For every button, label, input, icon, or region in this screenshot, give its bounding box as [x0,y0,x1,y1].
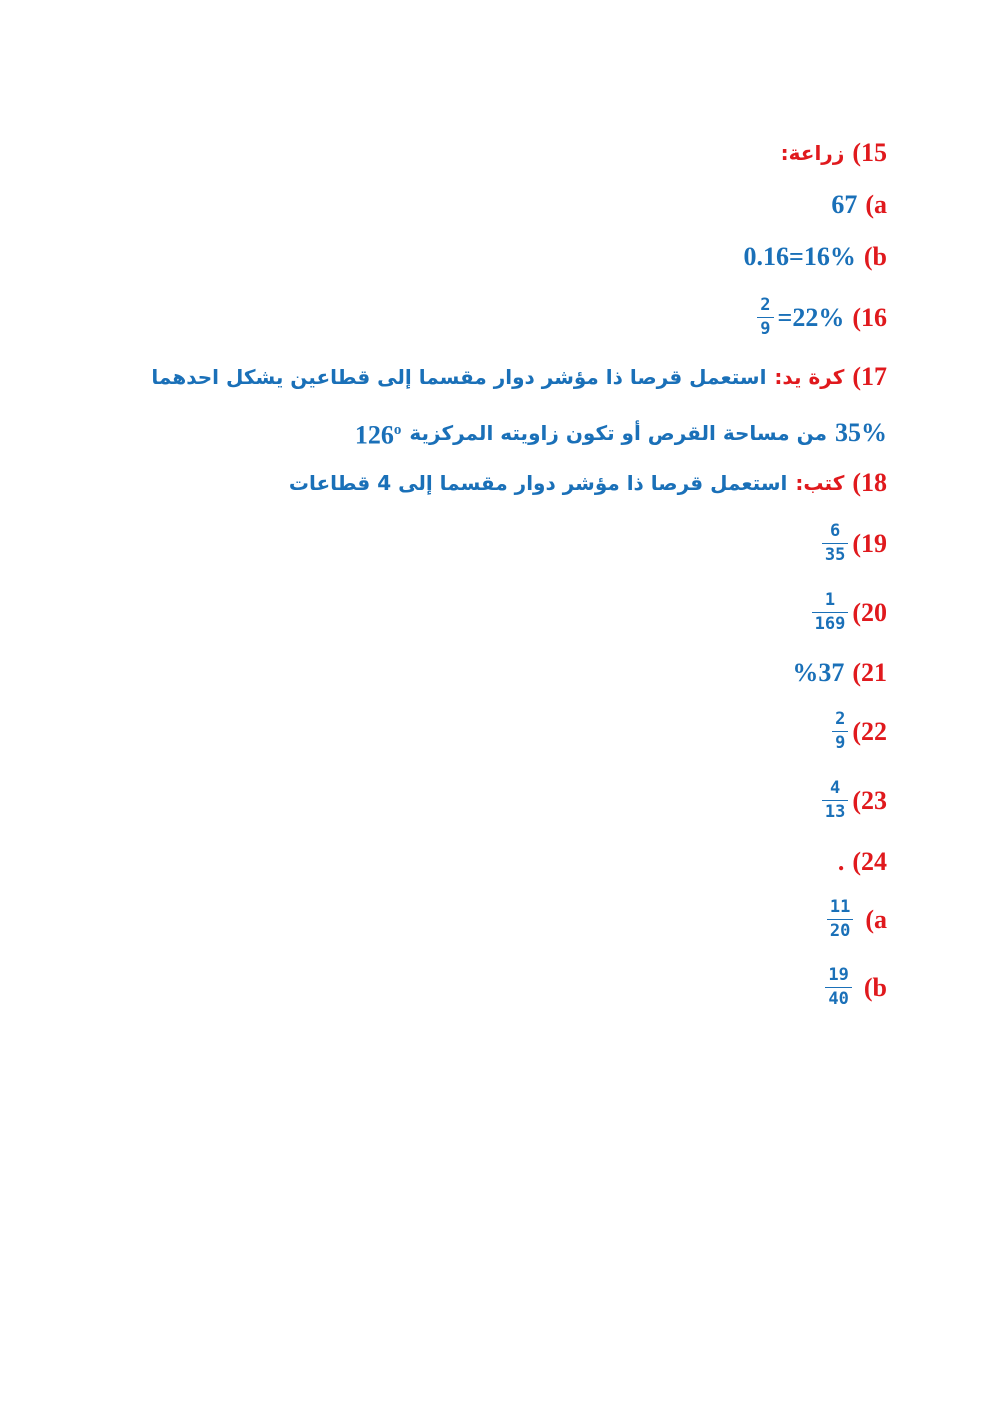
fraction [822,522,848,565]
item-number: 23) [852,785,887,815]
item-text: استعمل قرصا ذا مؤشر دوار مقسما إلى 4 قطاعات [288,471,788,495]
item-number: 21) [852,658,887,687]
item-number: 24) [852,847,887,876]
fraction-denominator: 35 [822,543,848,565]
fraction-numerator: 2 [760,295,771,315]
answer-value: 0.16=16% [743,242,856,271]
item-title: كرة يد: [774,365,845,389]
item-20 [808,591,887,634]
item-24 [838,845,887,879]
fraction [825,966,851,1009]
item-17 [151,360,887,394]
item-number: 20) [852,597,887,627]
item-number: 22) [852,716,887,746]
item-19 [818,522,887,565]
item-text: استعمل قرصا ذا مؤشر دوار مقسما إلى قطاعين يشكل احدهما [151,365,767,389]
fraction-numerator: 1 [824,590,836,610]
fraction-numerator: 4 [829,778,841,798]
fraction-numerator: 2 [835,709,846,729]
item-number: 15) [852,138,887,167]
item-24a [823,898,887,941]
angle-value [355,413,402,453]
fraction-denominator: 13 [822,800,848,822]
item-17-continued [355,413,887,453]
answer-value: 67 [831,190,858,219]
item-number: 16) [852,302,887,332]
answer-value: %37 [792,658,845,687]
fraction [822,779,848,822]
item-title: زراعة: [780,141,845,165]
fraction [832,710,848,753]
item-24b [821,966,887,1009]
fraction-denominator: 169 [812,612,849,634]
item-number: 19) [852,528,887,558]
percent-value: 35% [835,417,887,447]
answer-group [753,296,844,339]
item-15a [831,188,887,222]
fraction-numerator: 6 [829,521,841,541]
item-number: 17) [852,362,887,391]
answer-value: =22% [777,302,845,332]
item-title: كتب: [795,471,845,495]
fraction-denominator: 40 [825,987,851,1009]
sub-label: a) [865,904,887,934]
item-15b [744,240,887,274]
item-18 [289,466,887,500]
answer-value: . [837,847,845,876]
fraction [757,296,773,339]
fraction-numerator: 19 [828,965,849,985]
fraction [827,898,853,941]
angle-number: 126 [354,420,394,450]
sub-label: b) [863,242,887,271]
fraction-numerator: 11 [829,897,851,917]
degree-mark: o [393,422,402,438]
item-21 [792,656,887,690]
item-text: من مساحة القرص أو تكون زاويته المركزية [409,420,827,445]
fraction-denominator: 9 [832,731,848,753]
item-22 [828,710,887,753]
sub-label: b) [863,972,887,1002]
fraction [812,591,849,634]
sub-label: a) [865,190,887,219]
item-16 [753,296,887,339]
item-15 [781,136,887,170]
item-number: 18) [852,468,887,497]
item-23 [818,779,887,822]
fraction-denominator: 9 [757,317,773,339]
fraction-denominator: 20 [827,919,853,941]
